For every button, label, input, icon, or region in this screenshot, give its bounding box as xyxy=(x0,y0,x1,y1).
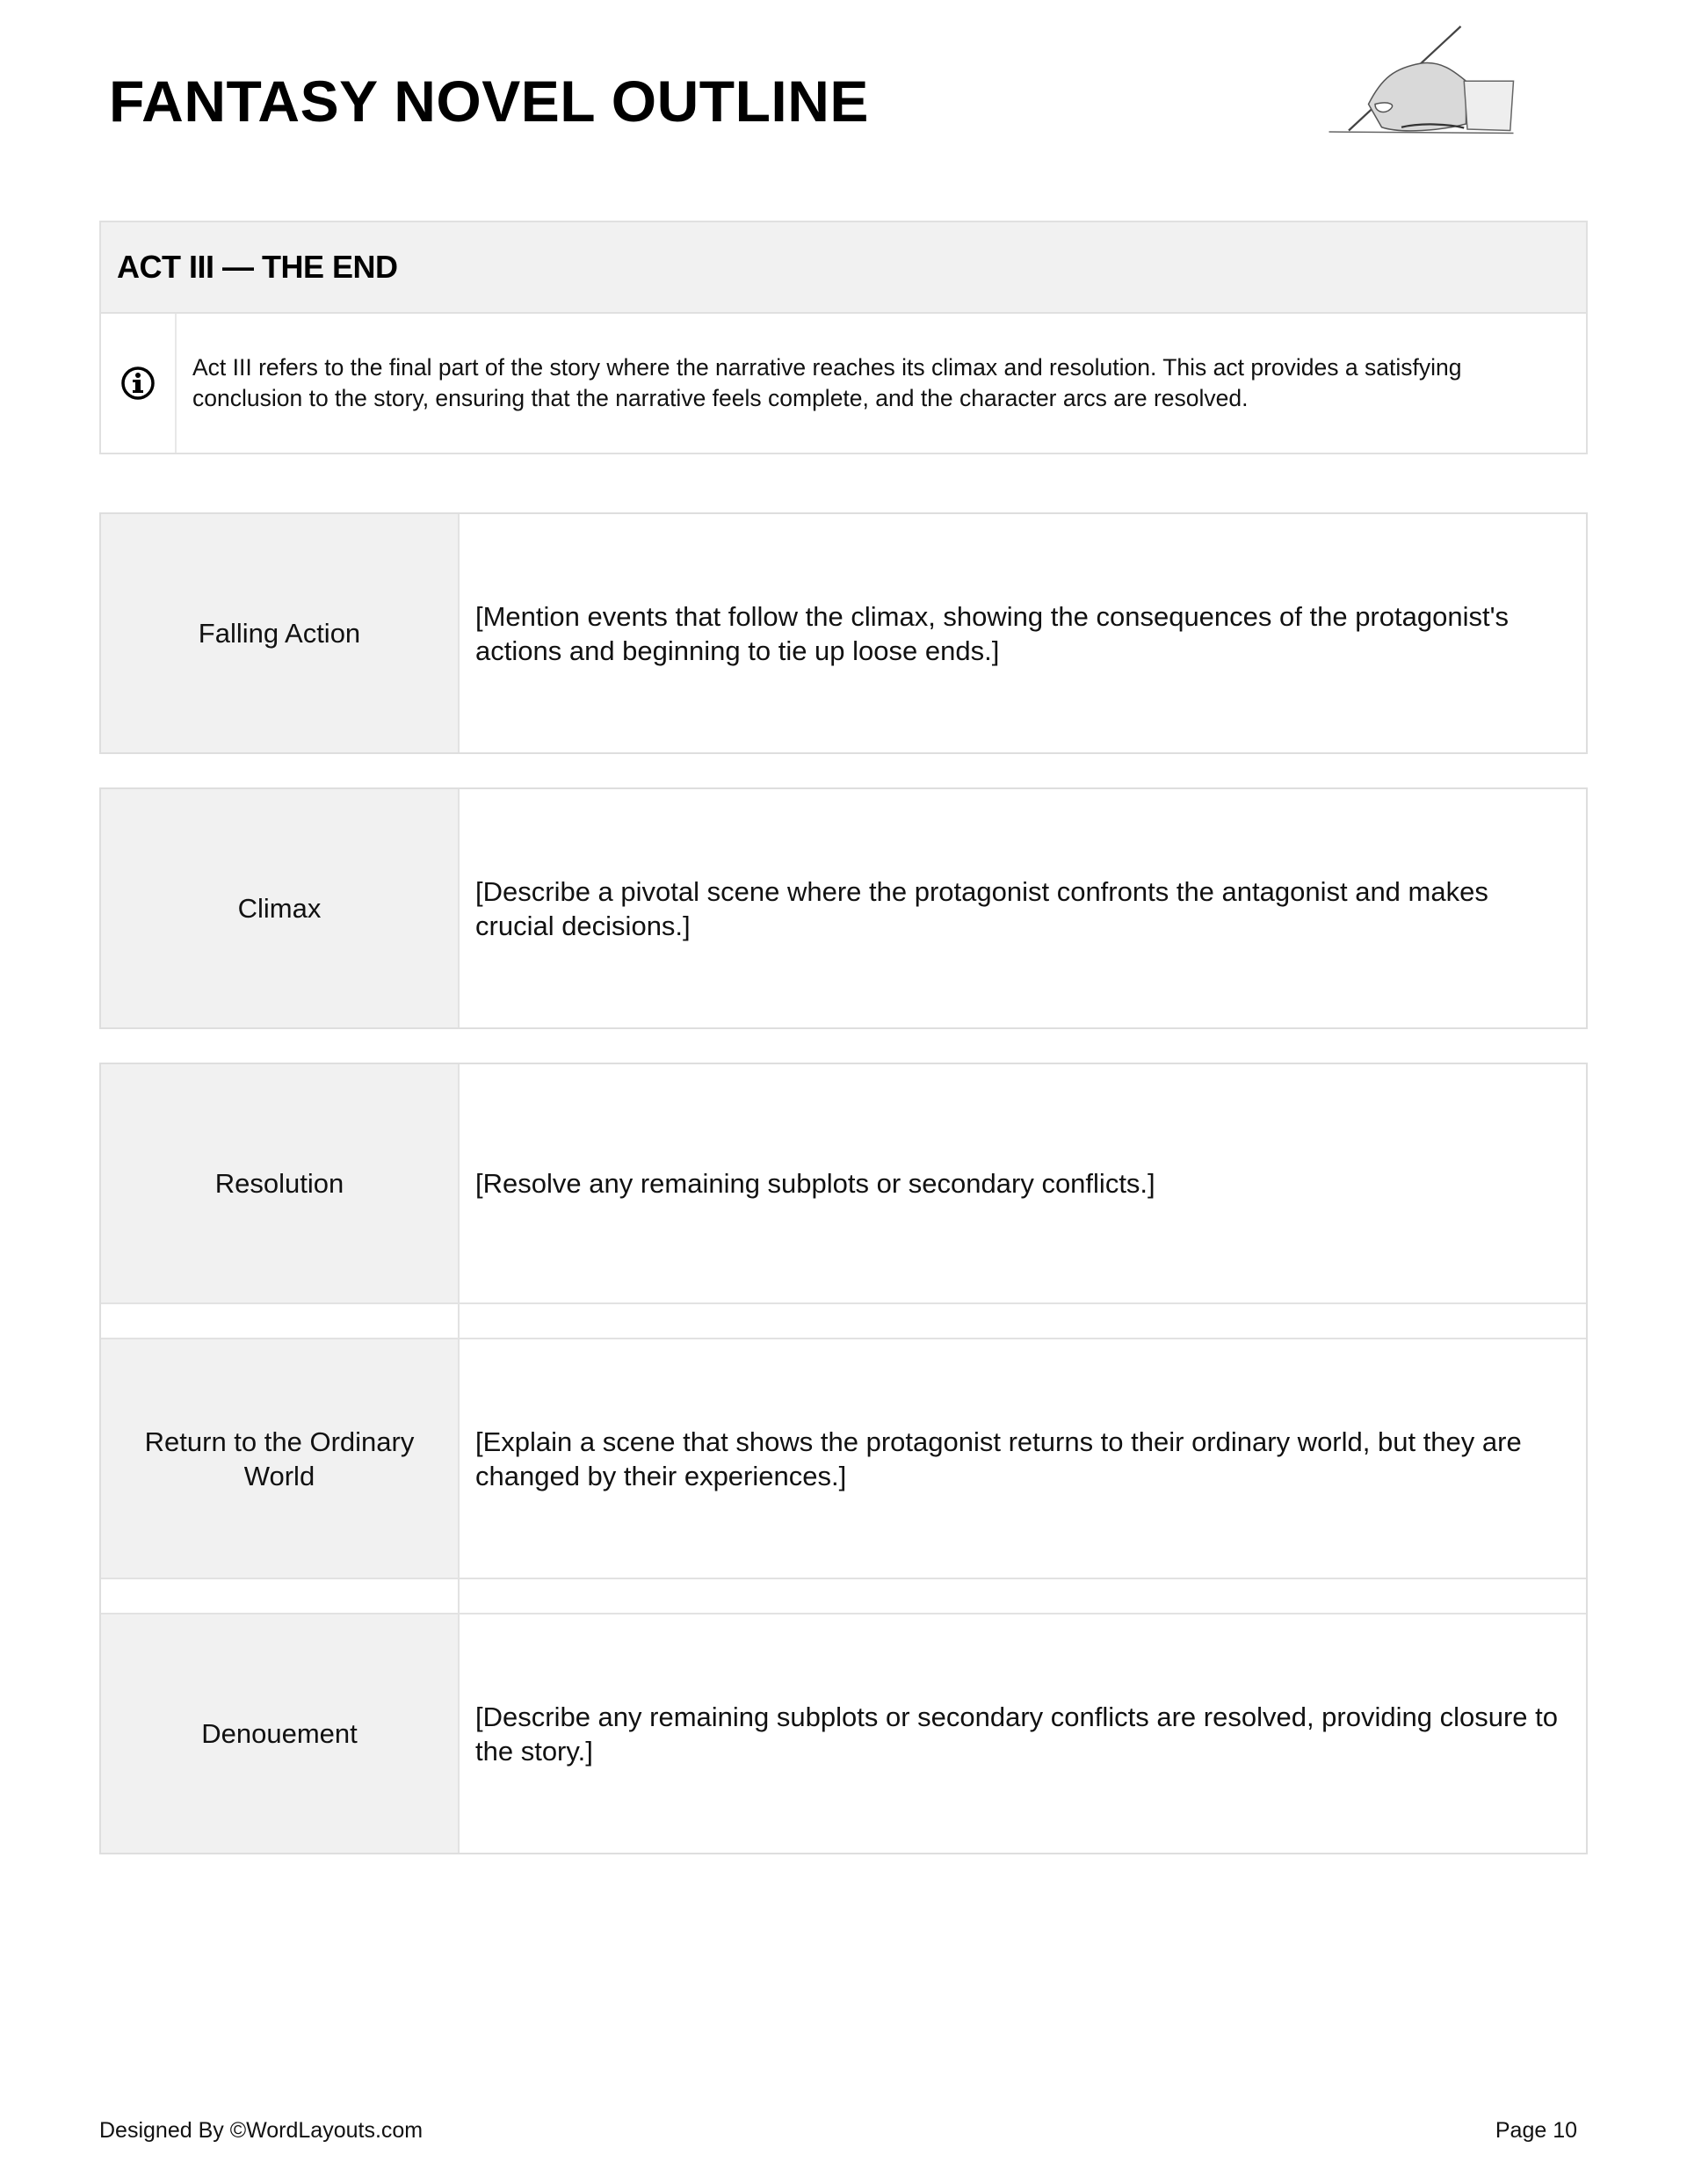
spacer-cell xyxy=(460,1579,1586,1613)
row-label: Denouement xyxy=(101,1614,460,1853)
section-header xyxy=(101,222,1586,314)
row-value-field[interactable]: [Explain a scene that shows the protagonist returns to their ordinary world, but they are changed by their experiences.] xyxy=(475,1426,1522,1491)
table-row xyxy=(101,789,1586,1027)
outline-table-climax xyxy=(99,787,1588,1029)
spacer-cell xyxy=(101,1304,460,1338)
row-label: Climax xyxy=(101,789,460,1027)
row-label: Resolution xyxy=(101,1064,460,1302)
page-number: Page 10 xyxy=(1495,2118,1577,2143)
spacer-row xyxy=(101,1578,1586,1613)
document-title: FANTASY NOVEL OUTLINE xyxy=(109,69,869,134)
table-row xyxy=(101,514,1586,752)
row-label: Return to the Ordinary World xyxy=(101,1339,460,1578)
section-description: Act III refers to the final part of the story where the narrative reaches its climax and resolution. This act provides a satisfying conclusion to the story, ensuring that the narrative feels complete, and the character arcs are resolved. xyxy=(192,354,1462,411)
outline-table-falling-action xyxy=(99,512,1588,754)
row-label: Falling Action xyxy=(101,514,460,752)
quill-pen-icon xyxy=(1283,5,1546,163)
info-icon-cell xyxy=(101,314,177,453)
table-row xyxy=(101,1064,1586,1302)
row-value-field[interactable]: [Describe a pivotal scene where the protagonist confronts the antagonist and makes crucial decisions.] xyxy=(475,875,1488,941)
outline-table-resolution-group xyxy=(99,1063,1588,1854)
table-row xyxy=(101,1613,1586,1853)
row-value-field[interactable]: [Describe any remaining subplots or secondary conflicts are resolved, providing closure to the story.] xyxy=(475,1701,1558,1767)
hand-writing-illustration xyxy=(1283,5,1546,163)
section-heading: ACT III — THE END xyxy=(117,249,398,285)
section-description-row xyxy=(101,314,1586,453)
spacer-cell xyxy=(460,1304,1586,1338)
footer-credit: Designed By ©WordLayouts.com xyxy=(99,2118,424,2143)
row-value-field[interactable]: [Mention events that follow the climax, showing the consequences of the protagonist's actions and beginning to tie up loose ends.] xyxy=(475,600,1509,666)
spacer-row xyxy=(101,1302,1586,1338)
spacer-cell xyxy=(101,1579,460,1613)
act-intro-box xyxy=(99,221,1588,454)
row-value-field[interactable]: [Resolve any remaining subplots or secondary conflicts.] xyxy=(475,1168,1155,1199)
info-circle-icon xyxy=(120,366,156,401)
table-row xyxy=(101,1338,1586,1578)
